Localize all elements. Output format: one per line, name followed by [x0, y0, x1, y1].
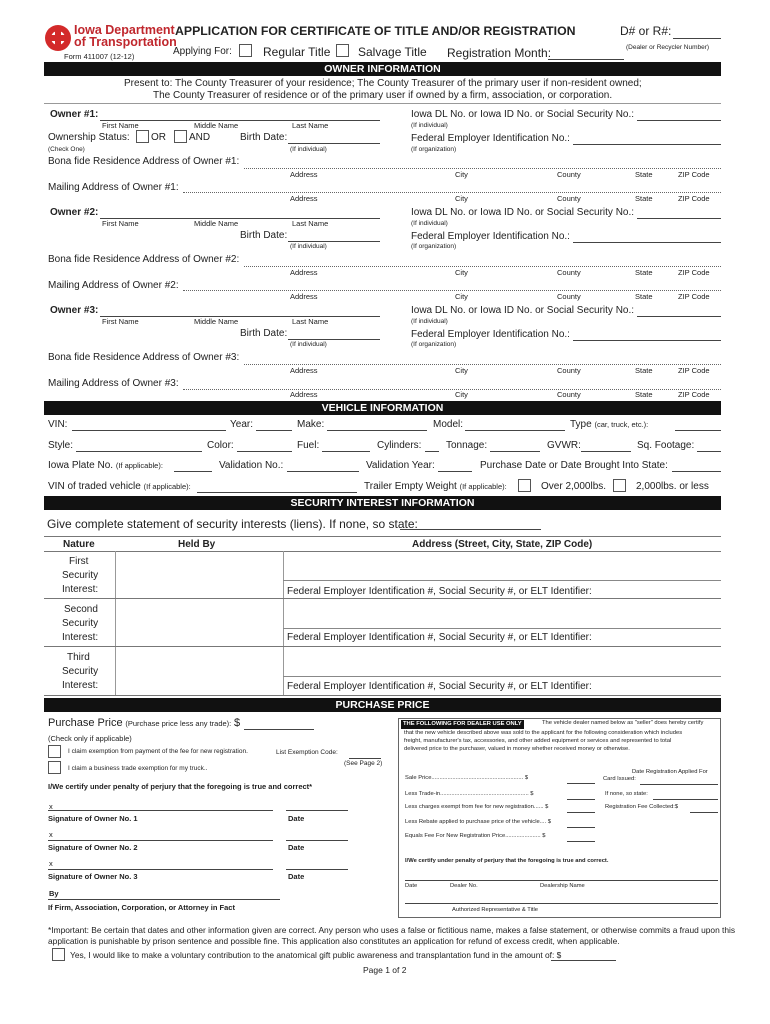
trailer-weight-label: [364, 481, 507, 492]
model-field[interactable]: [465, 430, 565, 431]
make-label: Make:: [297, 419, 325, 430]
salvage-title-checkbox[interactable]: [336, 44, 349, 57]
owner-1-mailing-field[interactable]: [183, 192, 721, 193]
style-field[interactable]: [76, 451, 202, 452]
zip-caption: ZIP Code: [678, 292, 710, 301]
ownership-status-label: Ownership Status:: [48, 132, 130, 143]
row-3-address-line: [283, 676, 721, 677]
if-organization-note: (If organization): [411, 243, 457, 250]
city-caption: City: [455, 292, 468, 301]
ownership-or-label: OR: [151, 132, 166, 143]
owner-2-mailing-label: Mailing Address of Owner #2:: [48, 280, 179, 291]
give-statement-label: Give complete statement of security interests (liens). If none, so state:: [47, 517, 418, 531]
type-label-text: Type: [570, 419, 592, 430]
middle-name-caption: Middle Name: [194, 121, 239, 130]
claim-exemption-text: I claim exemption from payment of the fee for new registration.: [68, 748, 248, 755]
owner-information-bar: OWNER INFORMATION: [44, 62, 721, 76]
sq-footage-label: Sq. Footage:: [637, 440, 695, 451]
fuel-label: Fuel:: [297, 440, 320, 451]
county-caption: County: [557, 366, 581, 375]
trailer-weight-note: (If applicable):: [459, 482, 507, 491]
type-note: (car, truck, etc.):: [594, 420, 649, 429]
signature-x: x: [49, 859, 53, 868]
under-2000-checkbox[interactable]: [613, 479, 626, 492]
signature-owner-3-field[interactable]: [48, 869, 273, 870]
state-caption: State: [635, 268, 653, 277]
if-none-label: If none, so state:: [605, 791, 648, 797]
less-exempt-field[interactable]: [567, 812, 595, 813]
county-caption: County: [557, 170, 581, 179]
zip-caption: ZIP Code: [678, 390, 710, 399]
applying-for-label: Applying For:: [173, 46, 232, 57]
iowa-plate-label-text: Iowa Plate No.: [48, 460, 114, 471]
equals-fee-label: Equals Fee For New Registration Price...................... $: [405, 833, 546, 839]
owner-2-birth-date-label: Birth Date:: [240, 230, 288, 241]
logo-line-1: Iowa Department: [74, 23, 175, 37]
middle-name-caption: Middle Name: [194, 317, 239, 326]
purchase-price-field[interactable]: [244, 729, 314, 730]
second-security-interest-c: Interest:: [62, 632, 99, 643]
authorized-rep-field[interactable]: [405, 903, 718, 904]
regular-title-checkbox[interactable]: [239, 44, 252, 57]
if-individual-note: (If individual): [411, 122, 448, 129]
dr-field[interactable]: [673, 38, 721, 39]
registration-month-label: Registration Month:: [447, 46, 552, 60]
owner-1-fein-label: Federal Employer Identification No.:: [411, 133, 570, 144]
row-1-fein-label: Federal Employer Identification #, Social Security #, or ELT Identifier:: [287, 586, 592, 597]
county-caption: County: [557, 292, 581, 301]
address-caption: Address: [290, 170, 318, 179]
model-label: Model:: [433, 419, 464, 430]
iowa-plate-note: (If applicable):: [115, 461, 163, 470]
owner-3-dl-field[interactable]: [637, 316, 721, 317]
if-individual-note: (If individual): [290, 146, 327, 153]
vin-field[interactable]: [72, 430, 226, 431]
tonnage-label: Tonnage:: [446, 440, 488, 451]
less-exempt-label: Less charges exempt from fee for new registration...... $: [405, 804, 549, 810]
cylinders-label: Cylinders:: [377, 440, 422, 451]
validation-no-field[interactable]: [287, 471, 359, 472]
city-caption: City: [455, 194, 468, 203]
owner-1-mailing-label: Mailing Address of Owner #1:: [48, 182, 179, 193]
owner-1-label: Owner #1:: [50, 109, 99, 120]
dealership-name-caption: Dealership Name: [540, 883, 585, 889]
purchase-date-label: Purchase Date or Date Brought Into State:: [480, 460, 668, 471]
last-name-caption: Last Name: [292, 121, 329, 130]
owner-1-dl-label: Iowa DL No. or Iowa ID No. or Social Security No.:: [411, 109, 635, 120]
table-header-line: [44, 551, 721, 552]
authorized-rep-caption: Authorized Representative & Title: [452, 907, 539, 913]
first-security-interest-c: Interest:: [62, 584, 99, 595]
table-divider: [283, 551, 284, 695]
dealer-text-2: that the new vehicle described above was sold to the applicant for the following consideration which includes: [404, 730, 683, 736]
owner-2-dl-field[interactable]: [637, 218, 721, 219]
purchase-price-label-text: Purchase Price: [48, 717, 123, 729]
owner-1-bona-fide-field[interactable]: [244, 168, 721, 169]
give-statement-field[interactable]: [400, 529, 541, 530]
zip-caption: ZIP Code: [678, 170, 710, 179]
present-to-line-1: Present to: The County Treasurer of your residence; The County Treasurer of the primary user if non-resident owned;: [124, 78, 642, 89]
owner-3-label: Owner #3:: [50, 305, 99, 316]
city-caption: City: [455, 268, 468, 277]
important-notice-2: application is punishable by prison sentence and possible fine. This application also constitutes an application for refund of excess credit, when applicable.: [48, 936, 620, 946]
style-label: Style:: [48, 440, 74, 451]
third-security-interest-b: Security: [62, 666, 99, 677]
address-caption: Address: [290, 268, 318, 277]
signature-date-1-label: Date: [288, 814, 305, 823]
iowa-plate-label: [48, 460, 163, 471]
iowa-plate-field[interactable]: [174, 471, 212, 472]
owner-1-bona-fide-label: Bona fide Residence Address of Owner #1:: [48, 156, 240, 167]
county-caption: County: [557, 390, 581, 399]
dr-label: D# or R#:: [620, 24, 672, 38]
owner-2-mailing-field[interactable]: [183, 290, 721, 291]
iowa-dot-logo-mark: [44, 24, 72, 52]
first-name-caption: First Name: [102, 317, 139, 326]
traded-vin-label: [48, 481, 191, 492]
dealer-use-header: THE FOLLOWING FOR DEALER USE ONLY: [403, 721, 522, 727]
important-notice-1: *Important: Be certain that dates and other information given are correct. Any person who uses a false or fictitious name, makes a false statement, or otherwise commits a fraud upon this: [48, 925, 736, 935]
owner-1-name-field[interactable]: [100, 120, 380, 121]
state-caption: State: [635, 390, 653, 399]
dealer-text-4: delivered price to the purchaser, valued in money whether received money or otherwise.: [404, 746, 630, 752]
donation-checkbox[interactable]: [52, 948, 65, 961]
form-number: Form 411007 (12-12): [64, 52, 135, 61]
year-field[interactable]: [256, 430, 292, 431]
owner-2-fein-label: Federal Employer Identification No.:: [411, 231, 570, 242]
traded-vin-field[interactable]: [197, 492, 357, 493]
first-name-caption: First Name: [102, 219, 139, 228]
row-3-fein-label: Federal Employer Identification #, Social Security #, or ELT Identifier:: [287, 681, 592, 692]
exemption-fee-checkbox[interactable]: [48, 745, 61, 758]
type-label: [570, 419, 648, 430]
table-top-line: [44, 536, 721, 537]
attorney-in-fact-label: If Firm, Association, Corporation, or Attorney in Fact: [48, 903, 235, 912]
last-name-caption: Last Name: [292, 219, 329, 228]
nature-header: Nature: [63, 539, 95, 550]
owner-2-bona-fide-field[interactable]: [244, 266, 721, 267]
if-organization-note: (If organization): [411, 146, 457, 153]
third-security-interest-c: Interest:: [62, 680, 99, 691]
dr-note: (Dealer or Recycler Number): [626, 44, 710, 51]
trade-in-field[interactable]: [567, 799, 595, 800]
table-bottom-line: [44, 695, 721, 696]
address-caption: Address: [290, 292, 318, 301]
make-field[interactable]: [327, 430, 427, 431]
sq-footage-field[interactable]: [697, 451, 721, 452]
signature-owner-2-label: Signature of Owner No. 2: [48, 843, 138, 852]
second-security-interest-b: Security: [62, 618, 99, 629]
validation-year-field[interactable]: [438, 471, 472, 472]
fee-collected-field[interactable]: [690, 812, 718, 813]
exemption-code-field[interactable]: [349, 758, 381, 759]
first-name-caption: First Name: [102, 121, 139, 130]
row-divider: [44, 598, 721, 599]
card-issued-field[interactable]: [640, 784, 718, 785]
zip-caption: ZIP Code: [678, 366, 710, 375]
signature-owner-1-label: Signature of Owner No. 1: [48, 814, 138, 823]
state-caption: State: [635, 170, 653, 179]
purchase-price-note: (Purchase price less any trade):: [125, 719, 232, 728]
validation-year-label: Validation Year:: [366, 460, 435, 471]
state-caption: State: [635, 366, 653, 375]
city-caption: City: [455, 390, 468, 399]
check-only-note: (Check only if applicable): [48, 734, 132, 743]
less-rebate-label: Less Rebate applied to purchase price of the vehicle.... $: [405, 819, 551, 825]
over-2000-label: Over 2,000lbs.: [541, 481, 607, 492]
cylinders-field[interactable]: [425, 451, 439, 452]
signature-x: x: [49, 802, 53, 811]
validation-no-label: Validation No.:: [219, 460, 284, 471]
dealer-no-caption: Dealer No.: [450, 883, 478, 889]
held-by-header: Held By: [178, 539, 216, 550]
year-label: Year:: [230, 419, 253, 430]
if-individual-note: (If individual): [290, 341, 327, 348]
by-field[interactable]: [48, 899, 280, 900]
owner-1-birth-date-field[interactable]: [288, 143, 380, 144]
vehicle-information-bar: VEHICLE INFORMATION: [44, 401, 721, 415]
signature-date-2-label: Date: [288, 843, 305, 852]
signature-date-3-field[interactable]: [286, 869, 348, 870]
state-caption: State: [635, 194, 653, 203]
trade-in-label: Less Trade-in....................................................... $: [405, 791, 534, 797]
divider: [44, 103, 721, 104]
row-divider: [44, 646, 721, 647]
if-none-field[interactable]: [653, 799, 718, 800]
color-label: Color:: [207, 440, 234, 451]
sale-price-field[interactable]: [567, 783, 595, 784]
zip-caption: ZIP Code: [678, 194, 710, 203]
row-2-fein-label: Federal Employer Identification #, Social Security #, or ELT Identifier:: [287, 632, 592, 643]
signature-x: x: [49, 830, 53, 839]
first-security-interest-a: First: [69, 556, 89, 567]
owner-2-fein-field[interactable]: [573, 242, 721, 243]
under-2000-label: 2,000lbs. or less: [636, 481, 709, 492]
color-field[interactable]: [237, 451, 292, 452]
owner-3-bona-fide-label: Bona fide Residence Address of Owner #3:: [48, 352, 240, 363]
owner-2-label: Owner #2:: [50, 207, 99, 218]
owner-3-dl-label: Iowa DL No. or Iowa ID No. or Social Security No.:: [411, 305, 635, 316]
row-2-address-line: [283, 628, 721, 629]
purchase-price-label: [48, 717, 240, 729]
address-caption: Address: [290, 366, 318, 375]
purchase-price-dollar: $: [234, 717, 241, 729]
fuel-field[interactable]: [322, 451, 370, 452]
signature-date-3-label: Date: [288, 872, 305, 881]
business-trade-text: I claim a business trade exemption for my truck..: [68, 765, 208, 772]
page-number: Page 1 of 2: [363, 965, 407, 975]
owner-1-fein-field[interactable]: [573, 144, 721, 145]
if-individual-note: (If individual): [411, 220, 448, 227]
owner-3-name-field[interactable]: [100, 316, 380, 317]
over-2000-checkbox[interactable]: [518, 479, 531, 492]
signature-owner-2-field[interactable]: [48, 840, 273, 841]
city-caption: City: [455, 170, 468, 179]
signature-owner-3-label: Signature of Owner No. 3: [48, 872, 138, 881]
signature-date-2-field[interactable]: [286, 840, 348, 841]
present-to-line-2: The County Treasurer of residence or of the primary user if owned by a firm, association, or corporation.: [153, 90, 613, 101]
gvwr-label: GVWR:: [547, 440, 581, 451]
address-caption: Address: [290, 194, 318, 203]
type-field[interactable]: [675, 430, 721, 431]
owner-3-birth-date-label: Birth Date:: [240, 328, 288, 339]
owner-1-dl-field[interactable]: [637, 120, 721, 121]
sale-price-label: Sale Price......................................................... $: [405, 775, 529, 781]
form-title: APPLICATION FOR CERTIFICATE OF TITLE AND/OR REGISTRATION: [175, 24, 576, 38]
owner-2-name-field[interactable]: [100, 218, 380, 219]
fee-collected-label: Registration Fee Collected:$: [605, 804, 679, 810]
owner-2-dl-label: Iowa DL No. or Iowa ID No. or Social Security No.:: [411, 207, 635, 218]
trailer-weight-label-text: Trailer Empty Weight: [364, 481, 457, 492]
dealer-date-caption: Date: [405, 883, 418, 889]
county-caption: County: [557, 268, 581, 277]
zip-caption: ZIP Code: [678, 268, 710, 277]
card-issued-label: Card Issued:: [603, 776, 636, 782]
third-security-interest-a: Third: [67, 652, 90, 663]
salvage-title-label: Salvage Title: [358, 45, 427, 59]
county-caption: County: [557, 194, 581, 203]
dealer-text-3: freight, manufacturer's tax, accessories, and other added equipment or services and represented to total: [404, 738, 672, 744]
signature-owner-1-field[interactable]: [48, 810, 273, 811]
regular-title-label: Regular Title: [263, 45, 331, 59]
if-individual-note: (If individual): [290, 243, 327, 250]
by-label: By: [49, 889, 59, 898]
owner-3-mailing-label: Mailing Address of Owner #3:: [48, 378, 179, 389]
ownership-or-checkbox[interactable]: [136, 130, 149, 143]
donation-amount-field[interactable]: [551, 960, 616, 961]
date-registration-label: Date Registration Applied For: [632, 769, 708, 775]
certify-text: I/We certify under penalty of perjury that the foregoing is true and correct*: [48, 782, 313, 791]
registration-month-field[interactable]: [548, 59, 624, 60]
row-1-address-line: [283, 580, 721, 581]
tonnage-field[interactable]: [490, 451, 540, 452]
last-name-caption: Last Name: [292, 317, 329, 326]
dealer-certify-text: I/We certify under penalty of perjury that the foregoing is true and correct.: [405, 858, 609, 864]
ownership-and-checkbox[interactable]: [174, 130, 187, 143]
ownership-and-label: AND: [189, 132, 211, 143]
equals-fee-field[interactable]: [567, 841, 595, 842]
logo-line-2: of Transportation: [74, 35, 177, 49]
dealer-text-1: The vehicle dealer named below as "seller" does hereby certify: [542, 720, 704, 726]
if-individual-note: (If individual): [411, 318, 448, 325]
purchase-date-field[interactable]: [672, 471, 721, 472]
purchase-price-bar: PURCHASE PRICE: [44, 698, 721, 712]
signature-date-1-field[interactable]: [286, 810, 348, 811]
address-caption: Address: [290, 390, 318, 399]
owner-2-bona-fide-label: Bona fide Residence Address of Owner #2:: [48, 254, 240, 265]
gvwr-field[interactable]: [581, 451, 631, 452]
dealer-info-field[interactable]: [405, 880, 718, 881]
owner-2-birth-date-field[interactable]: [288, 241, 380, 242]
owner-3-bona-fide-field[interactable]: [244, 364, 721, 365]
middle-name-caption: Middle Name: [194, 219, 239, 228]
owner-3-fein-field[interactable]: [573, 340, 721, 341]
owner-3-fein-label: Federal Employer Identification No.:: [411, 329, 570, 340]
city-caption: City: [455, 366, 468, 375]
traded-vin-note: (If applicable):: [143, 482, 191, 491]
check-one-note: (Check One): [48, 146, 85, 153]
first-security-interest-b: Security: [62, 570, 99, 581]
second-security-interest-a: Second: [64, 604, 98, 615]
owner-1-birth-date-label: Birth Date:: [240, 132, 288, 143]
if-organization-note: (If organization): [411, 341, 457, 348]
list-exemption-code-label: List Exemption Code:: [276, 749, 338, 756]
state-caption: State: [635, 292, 653, 301]
owner-3-birth-date-field[interactable]: [288, 339, 380, 340]
vin-label: VIN:: [48, 419, 68, 430]
donation-text: Yes, I would like to make a voluntary contribution to the anatomical gift public awareness and transplantation fund in the amount of: $: [70, 950, 562, 960]
address-header: Address (Street, City, State, ZIP Code): [412, 539, 593, 550]
traded-vin-label-text: VIN of traded vehicle: [48, 481, 141, 492]
table-divider: [115, 551, 116, 695]
security-interest-bar: SECURITY INTEREST INFORMATION: [44, 496, 721, 510]
see-page-2-note: (See Page 2): [344, 760, 383, 767]
less-rebate-field[interactable]: [567, 827, 595, 828]
business-trade-checkbox[interactable]: [48, 761, 61, 774]
